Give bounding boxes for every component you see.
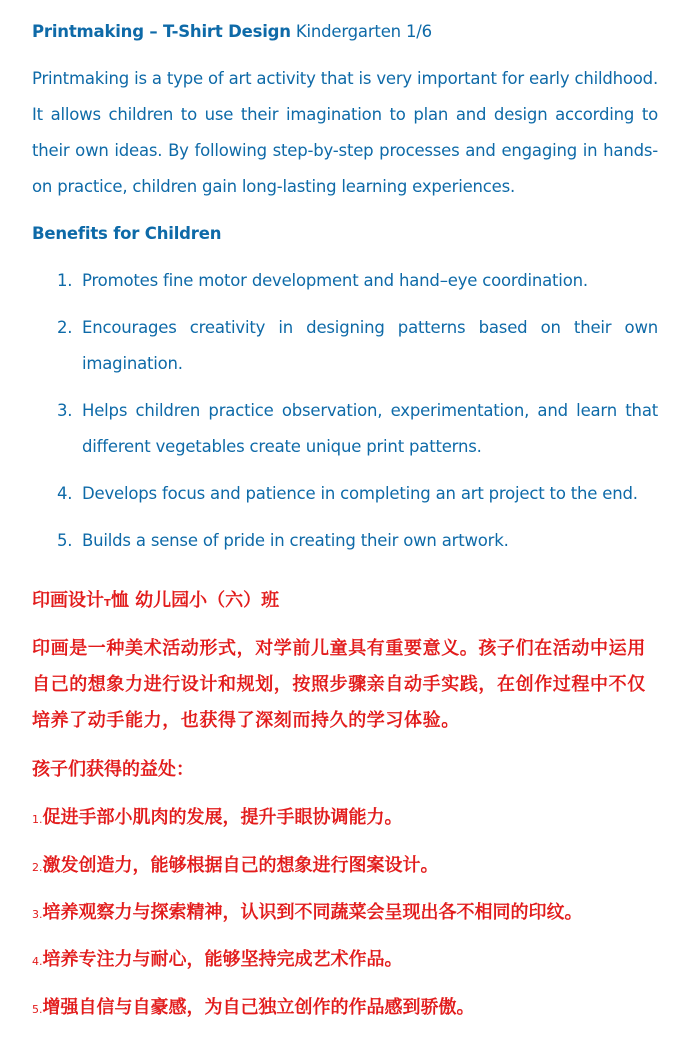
chinese-list-item [32,800,403,838]
chinese-list-item-text: 培养专注力与耐心，能够坚持完成艺术作品。 [42,949,403,970]
list-item-number: 5. [57,531,73,550]
list-item-number: 1. [57,271,73,290]
list-item-text: Encourages creativity in designing patterns based on their own imagination. [82,318,658,373]
chinese-list-item-number: 5. [32,1003,43,1016]
chinese-list-item-number: 3. [32,908,43,921]
english-benefits-list [32,263,658,570]
chinese-title-t: T [104,598,111,609]
list-item-number: 3. [57,401,73,420]
chinese-list-item [32,942,403,980]
chinese-list-item-number: 1. [32,813,43,826]
chinese-list-item-text: 激发创造力，能够根据自己的想象进行图案设计。 [42,855,439,876]
english-paragraph: Printmaking is a type of art activity that is very important for early childhood. It allows children to use their imagination to plan and design according to their own ideas. By following step-by-step processes and engaging in hands-on practice, children gain long-lasting learning experiences. [32,69,658,196]
list-item [32,263,658,299]
list-item [32,476,658,512]
list-item-text: Builds a sense of pride in creating their own artwork. [82,531,509,550]
chinese-list-item-text: 增强自信与自豪感，为自己独立创作的作品感到骄傲。 [42,997,475,1018]
list-item-text: Develops focus and patience in completing an art project to the end. [82,484,638,503]
english-title-bold: Printmaking – T-Shirt Design [32,22,291,41]
chinese-list-item-number: 2. [32,861,43,874]
list-item-number: 4. [57,484,73,503]
english-benefits-heading: Benefits for Children [32,224,222,243]
list-item [32,393,658,465]
list-item-text: Promotes fine motor development and hand–eye coordination. [82,271,588,290]
chinese-title [32,583,279,622]
chinese-paragraph: 印画是一种美术活动形式，对学前儿童具有重要意义。孩子们在活动中运用自己的想象力进行设计和规划，按照步骤亲自动手实践，在创作过程中不仅培养了动手能力，也获得了深刻而持久的学习体验。 [32,638,646,731]
list-item-text: Helps children practice observation, experimentation, and learn that different vegetables create unique print patterns. [82,401,658,456]
chinese-title-part-b: 恤 幼儿园小（六）班 [110,590,280,611]
chinese-list-item [32,990,475,1028]
chinese-list-item-text: 促进手部小肌肉的发展，提升手眼协调能力。 [42,807,403,828]
chinese-list-item [32,895,583,933]
english-title-level: Kindergarten 1/6 [290,22,432,41]
chinese-list-item-text: 培养观察力与探索精神，认识到不同蔬菜会呈现出各不相同的印纹。 [42,902,583,923]
chinese-list-item-number: 4. [32,955,43,968]
list-item-number: 2. [57,318,73,337]
list-item [32,523,658,559]
list-item [32,310,658,382]
chinese-list-item [32,848,439,886]
chinese-title-part-a: 印画设计 [32,590,104,611]
chinese-benefits-heading: 孩子们获得的益处： [32,759,194,780]
english-title [32,14,432,50]
